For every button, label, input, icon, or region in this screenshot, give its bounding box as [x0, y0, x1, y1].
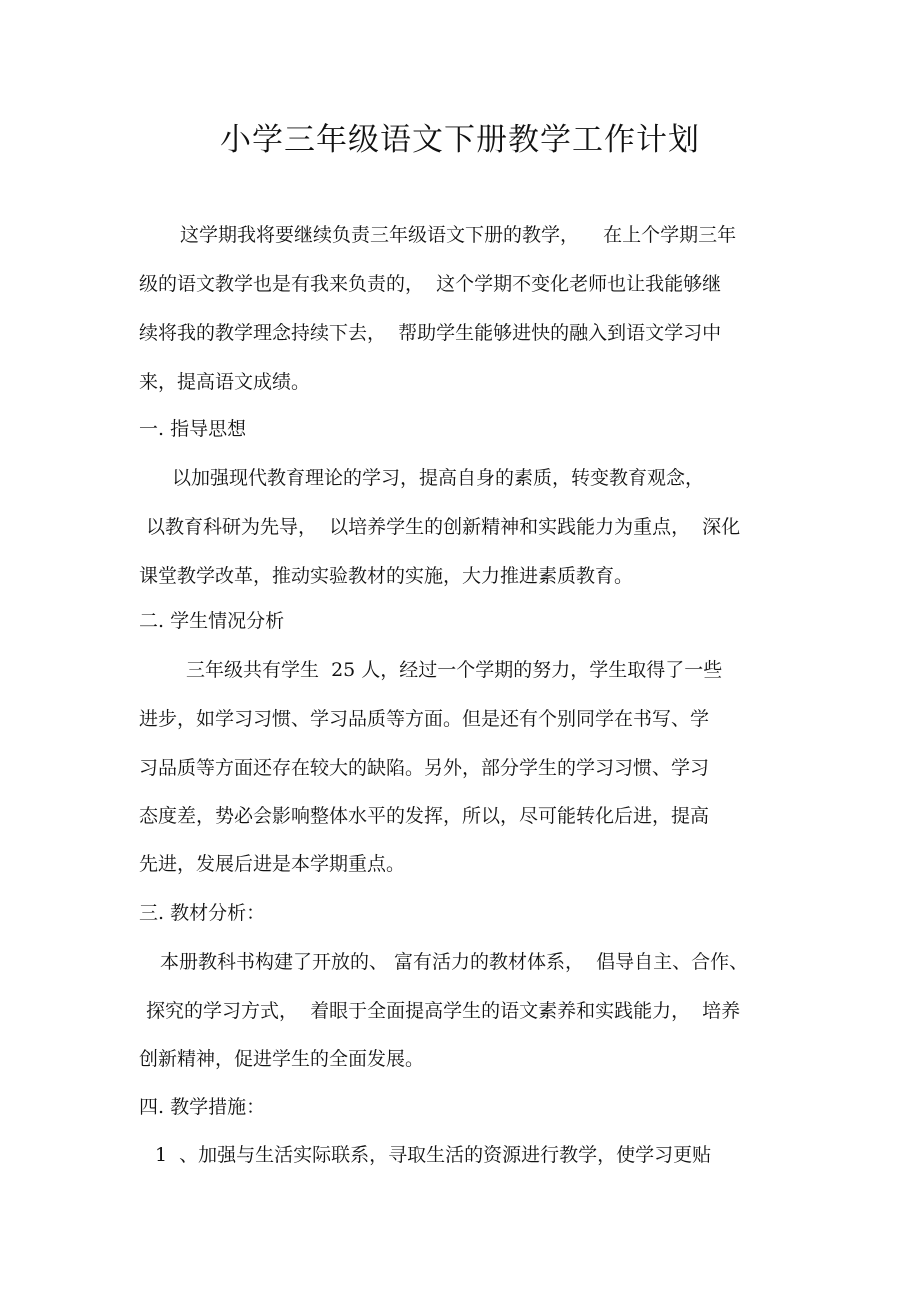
paragraph-line: 先进，发展后进是本学期重点。: [139, 853, 406, 875]
document-title: 小学三年级语文下册教学工作计划: [220, 122, 700, 158]
paragraph-line: 进步，如学习习惯、学习品质等方面。但是还有个别同学在书写、学: [139, 708, 710, 730]
paragraph-line: 以教育科研为先导， 以培养学生的创新精神和实践能力为重点， 深化: [146, 516, 741, 538]
paragraph-line: 态度差，势必会影响整体水平的发挥，所以，尽可能转化后进，提高: [139, 805, 710, 827]
paragraph-line: 创新精神，促进学生的全面发展。: [139, 1048, 425, 1070]
section-heading: 二. 学生情况分析: [139, 610, 285, 632]
paragraph-line: 习品质等方面还存在较大的缺陷。另外，部分学生的学习习惯、学习: [139, 757, 710, 779]
paragraph-line: 课堂教学改革，推动实验教材的实施，大力推进素质教育。: [139, 565, 634, 587]
paragraph-line: 1 、加强与生活实际联系，寻取生活的资源进行教学，使学习更贴: [155, 1144, 712, 1166]
paragraph-line: 这学期我将要继续负责三年级语文下册的教学， 在上个学期三年: [180, 224, 737, 246]
paragraph-line: 级的语文教学也是有我来负责的， 这个学期不变化老师也让我能够继: [139, 273, 722, 295]
paragraph-line: 探究的学习方式， 着眼于全面提高学生的语文素养和实践能力， 培养: [146, 1000, 741, 1022]
paragraph-line: 以加强现代教育理论的学习，提高自身的素质，转变教育观念，: [172, 467, 705, 489]
section-heading: 一. 指导思想: [139, 418, 247, 440]
paragraph-line: 来，提高语文成绩。: [139, 371, 311, 393]
section-heading: 四. 教学措施：: [139, 1096, 266, 1118]
paragraph-line: 续将我的教学理念持续下去， 帮助学生能够进快的融入到语文学习中: [139, 322, 722, 344]
paragraph-line: 三年级共有学生 25 人，经过一个学期的努力，学生取得了一些: [186, 659, 723, 681]
paragraph-line: 本册教科书构建了开放的、 富有活力的教材体系， 倡导自主、合作、: [160, 951, 749, 973]
section-heading: 三. 教材分析：: [139, 902, 266, 924]
